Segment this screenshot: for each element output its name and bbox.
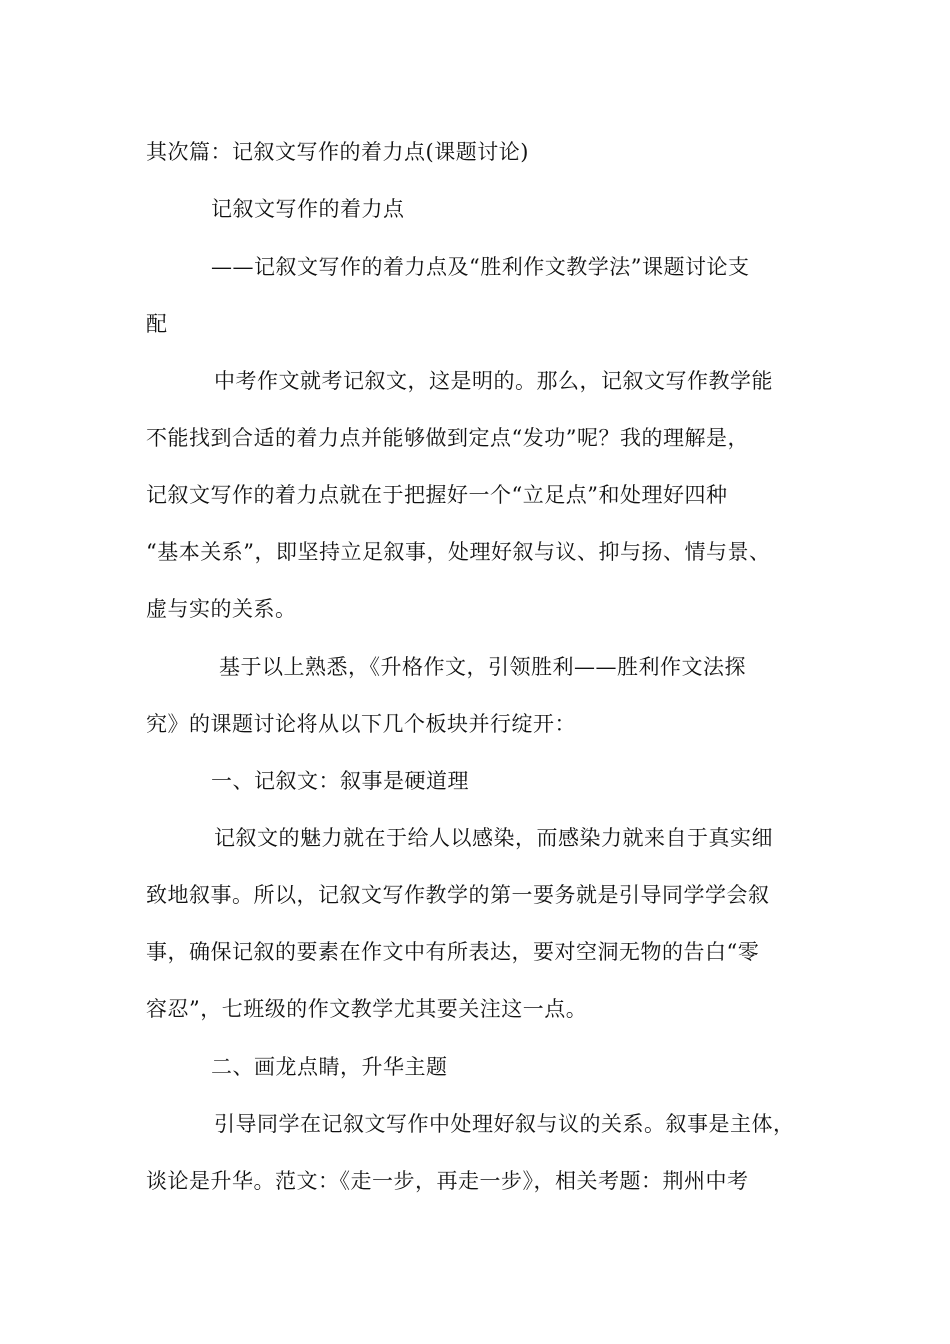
paragraph-line: 谈论是升华。范文：《走一步，再走一步》，相关考题：荆州中考 [146,1169,749,1193]
paragraph-line: 虚与实的关系。 [146,597,297,621]
paragraph-line: “基本关系”，即坚持立足叙事，处理好叙与议、抑与扬、情与景、 [146,540,771,564]
paragraph-line: 不能找到合适的着力点并能够做到定点“发功”呢？我的理解是， [146,426,749,450]
paragraph-line: 基于以上熟悉，《升格作文，引领胜利——胜利作文法探 [219,655,746,679]
article-subtitle-cont: 配 [146,312,168,336]
paragraph-line: 容忍”，七班级的作文教学尤其要关注这一点。 [146,997,588,1021]
paragraph-line: 致地叙事。所以，记叙文写作教学的第一要务就是引导同学学会叙 [146,883,770,907]
paragraph-line: 中考作文就考记叙文，这是明的。那么，记叙文写作教学能 [214,369,773,393]
article-subtitle: ——记叙文写作的着力点及“胜利作文教学法”课题讨论支 [211,255,750,279]
article-title: 记叙文写作的着力点 [211,197,405,221]
paragraph-line: 事，确保记叙的要素在作文中有所表达，要对空洞无物的告白“零 [146,940,760,964]
paragraph-line: 记叙文的魅力就在于给人以感染，而感染力就来自于真实细 [214,826,773,850]
paragraph-line: 引导同学在记叙文写作中处理好叙与议的关系。叙事是主体， [214,1112,795,1136]
section-heading-1: 一、记叙文：叙事是硬道理 [211,769,469,793]
paragraph-line: 记叙文写作的着力点就在于把握好一个“立足点”和处理好四种 [146,483,728,507]
document-title: 其次篇：记叙文写作的着力点(课题讨论) [146,140,529,164]
section-heading-2: 二、画龙点睛，升华主题 [211,1055,448,1079]
paragraph-line: 究》的课题讨论将从以下几个板块并行绽开： [146,712,576,736]
